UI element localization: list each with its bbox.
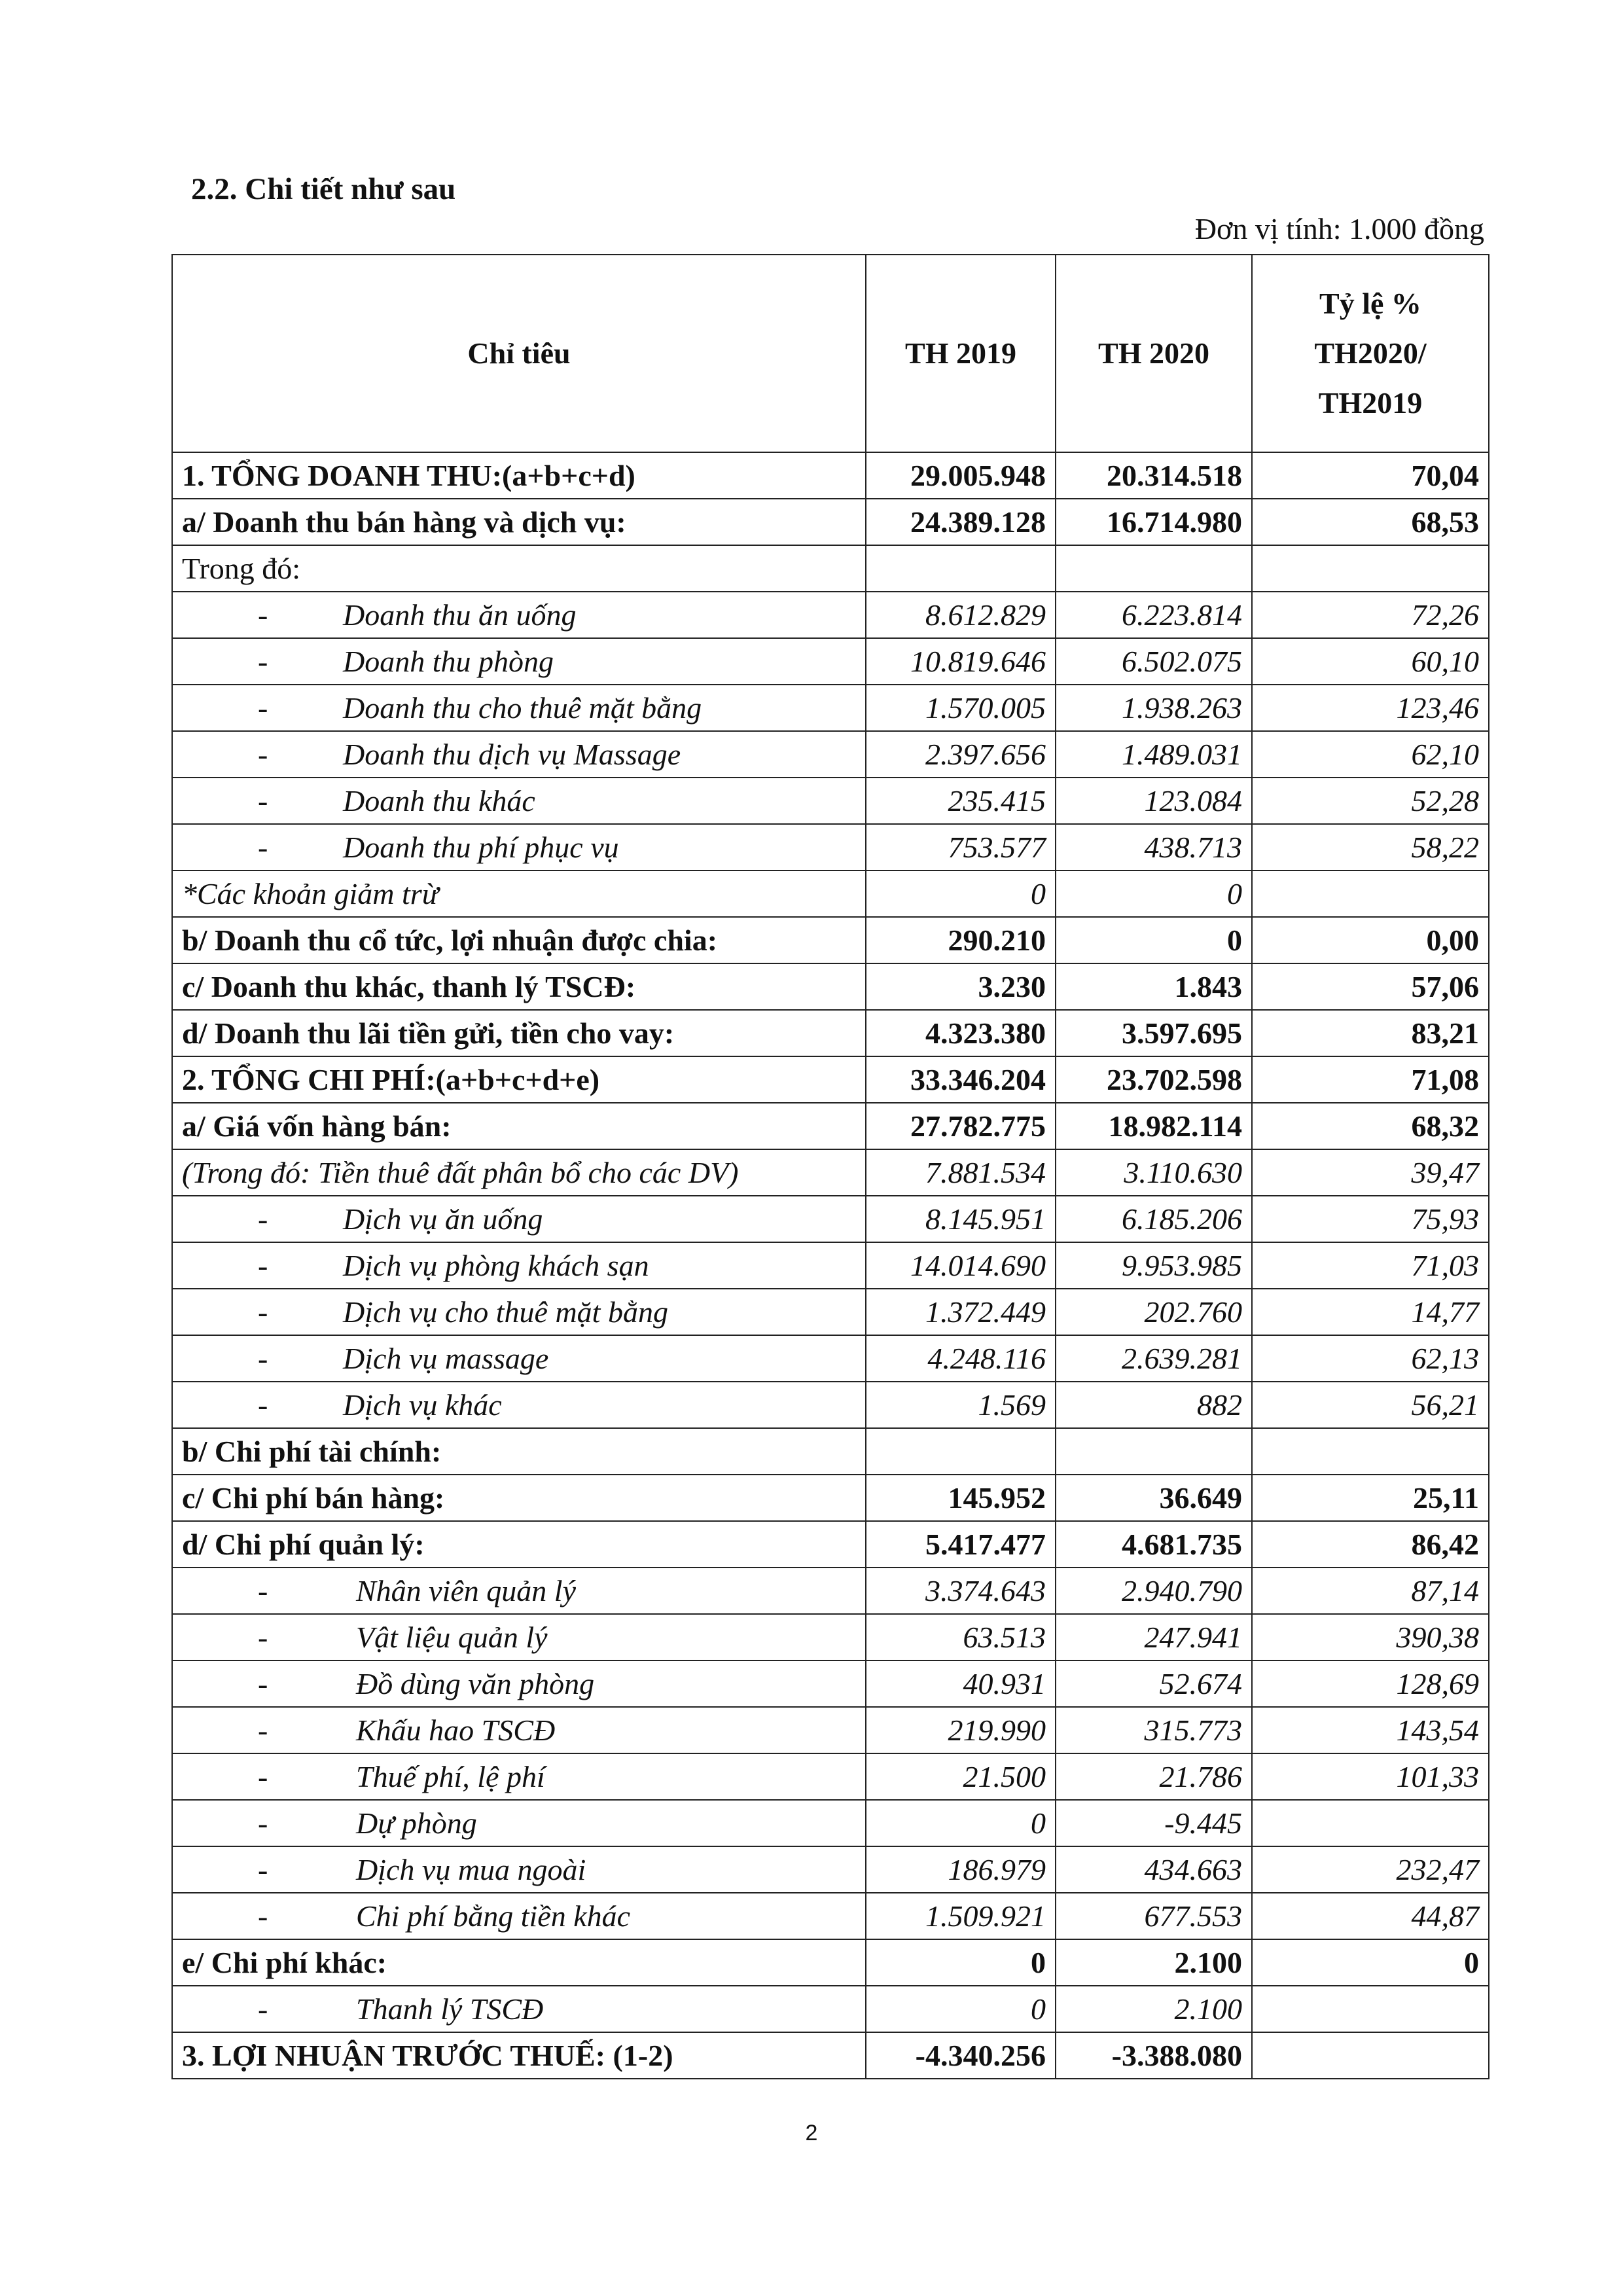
value-th2020: 434.663 [1056, 1846, 1252, 1893]
table-row [172, 963, 1489, 1010]
value-th2020: 4.681.735 [1056, 1521, 1252, 1568]
table-row [172, 1707, 1489, 1753]
value-th2019: 4.323.380 [866, 1010, 1056, 1056]
row-label [172, 2032, 866, 2079]
value-th2019: 63.513 [866, 1614, 1056, 1660]
value-th2019: 4.248.116 [866, 1335, 1056, 1382]
value-th2019: 5.417.477 [866, 1521, 1056, 1568]
value-th2020: 123.084 [1056, 778, 1252, 824]
row-label-text: Dự phòng [356, 1806, 477, 1840]
value-ratio: 128,69 [1252, 1660, 1489, 1707]
row-label [172, 1986, 866, 2032]
value-th2019: 0 [866, 1800, 1056, 1846]
row-label-text: Dịch vụ mua ngoài [356, 1852, 586, 1886]
row-label [172, 1893, 866, 1939]
row-label [172, 1103, 866, 1149]
table-row [172, 1846, 1489, 1893]
value-ratio [1252, 2032, 1489, 2079]
row-label [172, 545, 866, 592]
header-ratio: Tỷ lệ % TH2020/ TH2019 [1252, 255, 1489, 452]
row-label-text: a/ Doanh thu bán hàng và dịch vụ: [182, 505, 626, 539]
row-label-text: d/ Doanh thu lãi tiền gửi, tiền cho vay: [182, 1016, 675, 1050]
value-ratio: 44,87 [1252, 1893, 1489, 1939]
table-row [172, 1475, 1489, 1521]
row-label [172, 1568, 866, 1614]
table-row [172, 1660, 1489, 1707]
value-th2020: 6.502.075 [1056, 638, 1252, 685]
value-ratio: 62,13 [1252, 1335, 1489, 1382]
value-th2020: 6.223.814 [1056, 592, 1252, 638]
value-th2019: 186.979 [866, 1846, 1056, 1893]
row-label [172, 824, 866, 870]
value-th2019: 290.210 [866, 917, 1056, 963]
value-th2019: 1.570.005 [866, 685, 1056, 731]
value-ratio: 232,47 [1252, 1846, 1489, 1893]
value-th2020: 677.553 [1056, 1893, 1252, 1939]
value-th2019 [866, 545, 1056, 592]
value-ratio [1252, 545, 1489, 592]
bullet-dash: - [258, 1620, 268, 1654]
table-row [172, 499, 1489, 545]
value-ratio [1252, 870, 1489, 917]
table-row [172, 1103, 1489, 1149]
row-label-text: 1. TỔNG DOANH THU:(a+b+c+d) [182, 458, 635, 492]
bullet-dash: - [258, 1388, 268, 1422]
table-row [172, 1242, 1489, 1289]
value-th2019: 2.397.656 [866, 731, 1056, 778]
row-label-text: Doanh thu ăn uống [343, 598, 577, 632]
value-th2019: 29.005.948 [866, 452, 1056, 499]
row-label [172, 1475, 866, 1521]
table-row [172, 778, 1489, 824]
row-label [172, 1196, 866, 1242]
table-row [172, 1428, 1489, 1475]
row-label [172, 1010, 866, 1056]
value-th2019: 235.415 [866, 778, 1056, 824]
value-ratio: 86,42 [1252, 1521, 1489, 1568]
row-label-text: Doanh thu phí phục vụ [343, 830, 619, 864]
header-th2020: TH 2020 [1056, 255, 1252, 452]
value-th2019: 27.782.775 [866, 1103, 1056, 1149]
row-label-text: b/ Doanh thu cổ tức, lợi nhuận được chia: [182, 923, 718, 957]
value-th2020: 21.786 [1056, 1753, 1252, 1800]
bullet-dash: - [258, 1992, 268, 2026]
row-label [172, 1660, 866, 1707]
table-row [172, 452, 1489, 499]
row-label-text: c/ Chi phí bán hàng: [182, 1480, 445, 1515]
value-th2020: 247.941 [1056, 1614, 1252, 1660]
row-label-text: Đồ dùng văn phòng [356, 1666, 595, 1700]
row-label-text: c/ Doanh thu khác, thanh lý TSCĐ: [182, 969, 636, 1003]
row-label-text: a/ Giá vốn hàng bán: [182, 1109, 452, 1143]
bullet-dash: - [258, 1202, 268, 1236]
table-row [172, 1986, 1489, 2032]
bullet-dash: - [258, 1666, 268, 1700]
value-ratio: 39,47 [1252, 1149, 1489, 1196]
row-label [172, 778, 866, 824]
table-row [172, 545, 1489, 592]
value-ratio: 83,21 [1252, 1010, 1489, 1056]
row-label [172, 1521, 866, 1568]
row-label-text: Vật liệu quản lý [356, 1620, 548, 1654]
row-label-text: 2. TỔNG CHI PHÍ:(a+b+c+d+e) [182, 1062, 600, 1096]
bullet-dash: - [258, 1295, 268, 1329]
section-heading: 2.2. Chi tiết như sau [191, 172, 456, 206]
row-label-text: Doanh thu phòng [343, 644, 554, 678]
table-row [172, 1289, 1489, 1335]
row-label [172, 870, 866, 917]
bullet-dash: - [258, 1899, 268, 1933]
bullet-dash: - [258, 1806, 268, 1840]
financial-table [171, 254, 1489, 2079]
row-label-text: Dịch vụ ăn uống [343, 1202, 543, 1236]
row-label-text: Dịch vụ phòng khách sạn [343, 1248, 649, 1282]
row-label [172, 638, 866, 685]
table-row [172, 1614, 1489, 1660]
table-row [172, 870, 1489, 917]
value-ratio: 56,21 [1252, 1382, 1489, 1428]
row-label [172, 1614, 866, 1660]
table-row [172, 917, 1489, 963]
row-label-text: Nhân viên quản lý [356, 1573, 576, 1607]
row-label-text: Doanh thu cho thuê mặt bằng [343, 691, 702, 725]
value-th2020: 2.639.281 [1056, 1335, 1252, 1382]
value-th2020: 2.100 [1056, 1986, 1252, 2032]
value-th2020: 9.953.985 [1056, 1242, 1252, 1289]
value-th2019: 8.612.829 [866, 592, 1056, 638]
row-label [172, 1753, 866, 1800]
row-label [172, 1800, 866, 1846]
value-th2020: 6.185.206 [1056, 1196, 1252, 1242]
value-th2019: 753.577 [866, 824, 1056, 870]
value-th2019: 1.372.449 [866, 1289, 1056, 1335]
value-th2020: 882 [1056, 1382, 1252, 1428]
value-ratio: 14,77 [1252, 1289, 1489, 1335]
value-th2020: 202.760 [1056, 1289, 1252, 1335]
table-row [172, 2032, 1489, 2079]
table-row [172, 1521, 1489, 1568]
value-ratio: 390,38 [1252, 1614, 1489, 1660]
row-label-text: Chi phí bằng tiền khác [356, 1899, 631, 1933]
row-label [172, 1707, 866, 1753]
table-row [172, 592, 1489, 638]
row-label [172, 1056, 866, 1103]
table-row [172, 1056, 1489, 1103]
value-th2019: 0 [866, 1986, 1056, 2032]
value-th2019: 14.014.690 [866, 1242, 1056, 1289]
value-th2019: 10.819.646 [866, 638, 1056, 685]
bullet-dash: - [258, 1573, 268, 1607]
value-ratio: 71,08 [1252, 1056, 1489, 1103]
bullet-dash: - [258, 1713, 268, 1747]
value-th2020: 2.940.790 [1056, 1568, 1252, 1614]
table-row [172, 1893, 1489, 1939]
value-ratio: 68,53 [1252, 499, 1489, 545]
row-label-text: 3. LỢI NHUẬN TRƯỚC THUẾ: (1-2) [182, 2038, 673, 2072]
row-label-text: b/ Chi phí tài chính: [182, 1434, 442, 1468]
row-label [172, 1242, 866, 1289]
table-row [172, 1382, 1489, 1428]
value-th2020: 2.100 [1056, 1939, 1252, 1986]
bullet-dash: - [258, 1248, 268, 1282]
value-th2020: 315.773 [1056, 1707, 1252, 1753]
table-row [172, 824, 1489, 870]
row-label [172, 592, 866, 638]
row-label-text: Thuế phí, lệ phí [356, 1759, 545, 1793]
value-th2020: 20.314.518 [1056, 452, 1252, 499]
value-th2019: 33.346.204 [866, 1056, 1056, 1103]
value-th2020: 438.713 [1056, 824, 1252, 870]
value-th2019: 7.881.534 [866, 1149, 1056, 1196]
value-ratio: 75,93 [1252, 1196, 1489, 1242]
value-th2019: 8.145.951 [866, 1196, 1056, 1242]
value-th2020: 3.110.630 [1056, 1149, 1252, 1196]
value-th2020: 18.982.114 [1056, 1103, 1252, 1149]
value-th2019: 3.230 [866, 963, 1056, 1010]
row-label [172, 685, 866, 731]
value-ratio: 123,46 [1252, 685, 1489, 731]
value-th2019: 1.509.921 [866, 1893, 1056, 1939]
row-label-text: Dịch vụ cho thuê mặt bằng [343, 1295, 668, 1329]
row-label [172, 1846, 866, 1893]
bullet-dash: - [258, 737, 268, 771]
value-th2020 [1056, 1428, 1252, 1475]
table-header-row [172, 255, 1489, 452]
value-th2019: 0 [866, 870, 1056, 917]
bullet-dash: - [258, 1852, 268, 1886]
table-row [172, 1335, 1489, 1382]
table-row [172, 1196, 1489, 1242]
value-th2020: 1.489.031 [1056, 731, 1252, 778]
row-label-text: Doanh thu khác [343, 783, 535, 817]
table-row [172, 685, 1489, 731]
row-label-text: *Các khoản giảm trừ [182, 876, 438, 910]
value-th2020: -9.445 [1056, 1800, 1252, 1846]
table-row [172, 638, 1489, 685]
row-label [172, 963, 866, 1010]
row-label [172, 452, 866, 499]
value-ratio [1252, 1986, 1489, 2032]
row-label [172, 917, 866, 963]
row-label [172, 1335, 866, 1382]
value-th2020: 0 [1056, 917, 1252, 963]
value-ratio: 101,33 [1252, 1753, 1489, 1800]
value-ratio: 58,22 [1252, 824, 1489, 870]
value-th2020: 23.702.598 [1056, 1056, 1252, 1103]
value-th2019: 1.569 [866, 1382, 1056, 1428]
value-th2019: 21.500 [866, 1753, 1056, 1800]
value-ratio: 87,14 [1252, 1568, 1489, 1614]
row-label-text: Dịch vụ massage [343, 1341, 549, 1375]
table-body [172, 452, 1489, 2079]
value-th2019: 24.389.128 [866, 499, 1056, 545]
value-th2020: 16.714.980 [1056, 499, 1252, 545]
value-th2020: 1.938.263 [1056, 685, 1252, 731]
table-row [172, 1939, 1489, 1986]
value-ratio: 60,10 [1252, 638, 1489, 685]
row-label [172, 1428, 866, 1475]
value-th2019 [866, 1428, 1056, 1475]
page-number: 2 [805, 2121, 818, 2145]
table-row [172, 1568, 1489, 1614]
value-ratio: 0 [1252, 1939, 1489, 1986]
value-th2020: -3.388.080 [1056, 2032, 1252, 2079]
value-th2020 [1056, 545, 1252, 592]
row-label [172, 1289, 866, 1335]
row-label-text: Khấu hao TSCĐ [356, 1713, 556, 1747]
value-th2020: 36.649 [1056, 1475, 1252, 1521]
value-th2019: 40.931 [866, 1660, 1056, 1707]
value-ratio: 25,11 [1252, 1475, 1489, 1521]
row-label-text: e/ Chi phí khác: [182, 1945, 387, 1979]
value-ratio: 62,10 [1252, 731, 1489, 778]
bullet-dash: - [258, 830, 268, 864]
bullet-dash: - [258, 598, 268, 632]
value-ratio: 0,00 [1252, 917, 1489, 963]
value-ratio: 68,32 [1252, 1103, 1489, 1149]
row-label [172, 1939, 866, 1986]
value-th2020: 52.674 [1056, 1660, 1252, 1707]
value-th2019: 0 [866, 1939, 1056, 1986]
row-label [172, 1149, 866, 1196]
row-label-text: d/ Chi phí quản lý: [182, 1527, 425, 1561]
row-label-text: (Trong đó: Tiền thuê đất phân bổ cho các DV) [182, 1155, 739, 1189]
row-label-text: Thanh lý TSCĐ [356, 1992, 544, 2026]
bullet-dash: - [258, 691, 268, 725]
row-label [172, 1382, 866, 1428]
value-th2020: 0 [1056, 870, 1252, 917]
value-th2020: 1.843 [1056, 963, 1252, 1010]
value-ratio: 57,06 [1252, 963, 1489, 1010]
table-row [172, 1010, 1489, 1056]
value-th2019: 145.952 [866, 1475, 1056, 1521]
value-ratio: 52,28 [1252, 778, 1489, 824]
value-ratio [1252, 1428, 1489, 1475]
unit-note: Đơn vị tính: 1.000 đồng [1194, 212, 1484, 245]
bullet-dash: - [258, 1759, 268, 1793]
header-th2019: TH 2019 [866, 255, 1056, 452]
bullet-dash: - [258, 644, 268, 678]
value-th2019: -4.340.256 [866, 2032, 1056, 2079]
row-label [172, 731, 866, 778]
table-row [172, 1800, 1489, 1846]
row-label-text: Doanh thu dịch vụ Massage [343, 737, 681, 771]
table-row [172, 1149, 1489, 1196]
bullet-dash: - [258, 783, 268, 817]
value-th2019: 219.990 [866, 1707, 1056, 1753]
table-row [172, 1753, 1489, 1800]
value-th2019: 3.374.643 [866, 1568, 1056, 1614]
value-th2020: 3.597.695 [1056, 1010, 1252, 1056]
row-label-text: Trong đó: [182, 551, 301, 585]
bullet-dash: - [258, 1341, 268, 1375]
value-ratio: 70,04 [1252, 452, 1489, 499]
row-label [172, 499, 866, 545]
row-label-text: Dịch vụ khác [343, 1388, 502, 1422]
value-ratio: 143,54 [1252, 1707, 1489, 1753]
value-ratio [1252, 1800, 1489, 1846]
value-ratio: 71,03 [1252, 1242, 1489, 1289]
header-indicator: Chỉ tiêu [172, 255, 866, 452]
table-row [172, 731, 1489, 778]
value-ratio: 72,26 [1252, 592, 1489, 638]
